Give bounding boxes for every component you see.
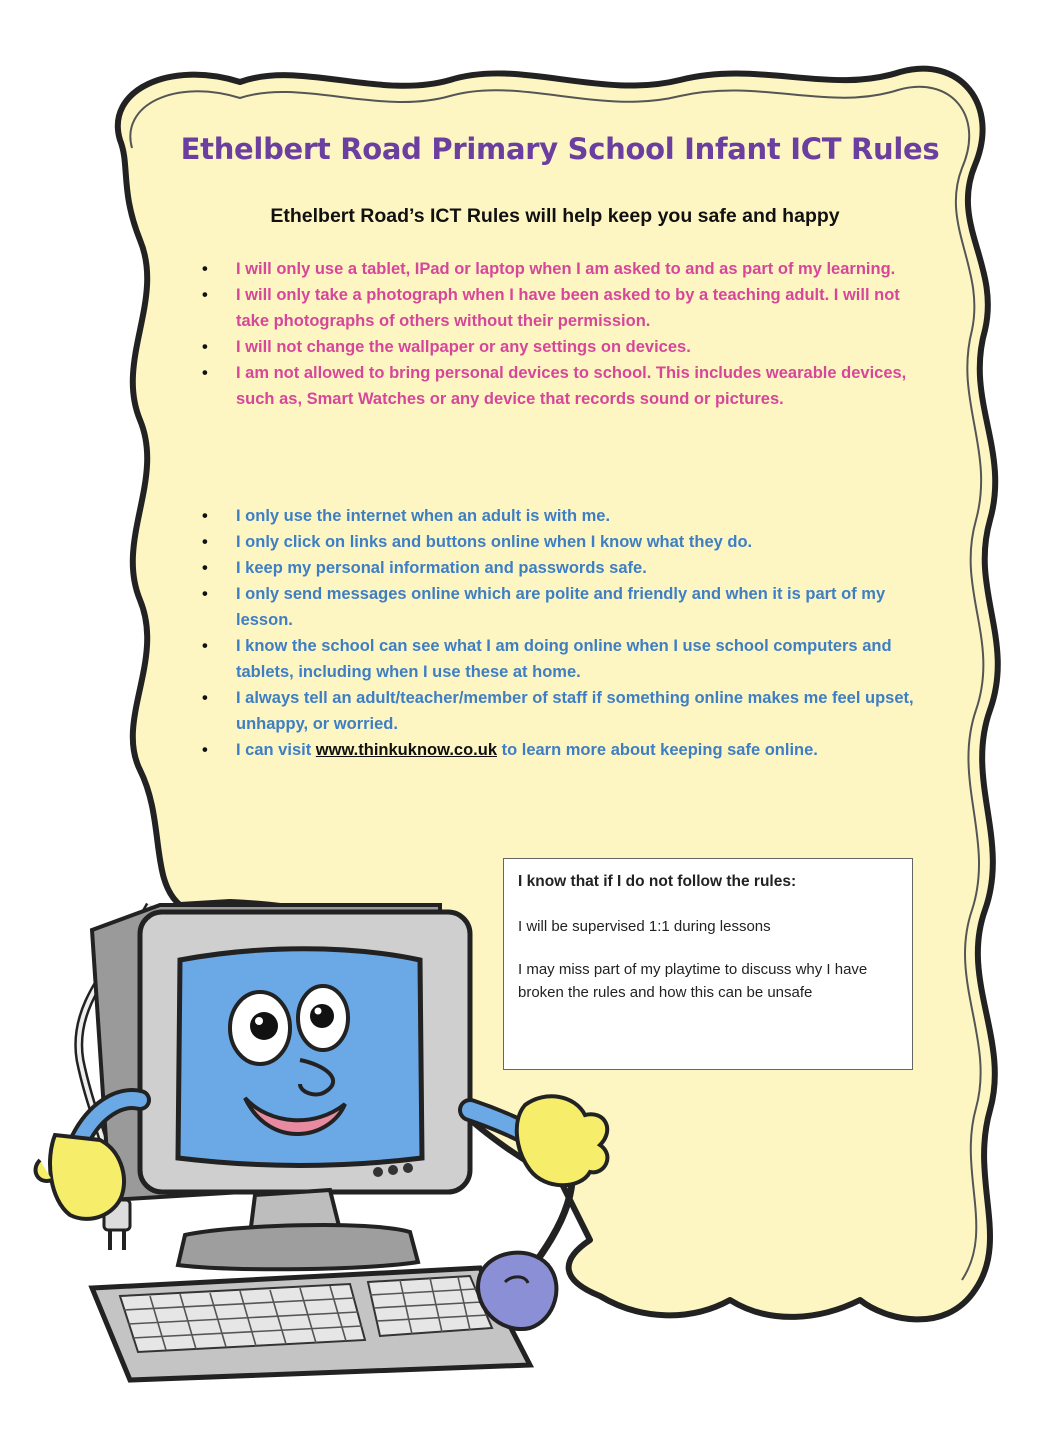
list-item: • I always tell an adult/teacher/member of staff if something online makes me feel upset, unhappy, or worried. — [196, 685, 936, 737]
list-item: • I will only use a tablet, IPad or laptop when I am asked to and as part of my learning. — [196, 256, 936, 282]
page-title: Ethelbert Road Primary School Infant ICT Rules — [180, 132, 940, 166]
link-rule-before: I can visit — [236, 741, 316, 759]
list-item: • I will only take a photograph when I have been asked to by a teaching adult. I will not take photographs of others without their permission. — [196, 282, 936, 334]
monitor-stand — [178, 1190, 418, 1269]
thinkuknow-link[interactable]: www.thinkuknow.co.uk — [315, 741, 497, 759]
list-item: • I only use the internet when an adult is with me. — [196, 503, 936, 529]
blue-rules-list — [196, 503, 936, 763]
link-rule-after: to learn more about keeping safe online. — [497, 741, 818, 759]
list-item: • I keep my personal information and passwords safe. — [196, 555, 936, 581]
list-item-link-rule — [196, 737, 936, 763]
keyboard — [92, 1268, 530, 1380]
list-item: • I will not change the wallpaper or any settings on devices. — [196, 334, 936, 360]
list-item: • I know the school can see what I am doing online when I use school computers and tablets, including when I use these at home. — [196, 633, 936, 685]
list-item: • I am not allowed to bring personal devices to school. This includes wearable devices, such as, Smart Watches or any device that records sound or pictures. — [196, 360, 936, 412]
page-subtitle: Ethelbert Road’s ICT Rules will help keep you safe and happy — [270, 205, 840, 227]
consequence-item: I may miss part of my playtime to discuss why I have broken the rules and how this can be unsafe — [518, 961, 868, 1001]
computer-mouse — [478, 1253, 556, 1329]
list-item: • I only send messages online which are polite and friendly and when it is part of my lesson. — [196, 581, 936, 633]
pink-rules-list — [196, 256, 936, 412]
consequences-heading: I know that if I do not follow the rules: — [518, 873, 797, 890]
consequence-item: I will be supervised 1:1 during lessons — [518, 918, 771, 935]
list-item: • I only click on links and buttons online when I know what they do. — [196, 529, 936, 555]
consequences-box — [503, 858, 913, 1070]
